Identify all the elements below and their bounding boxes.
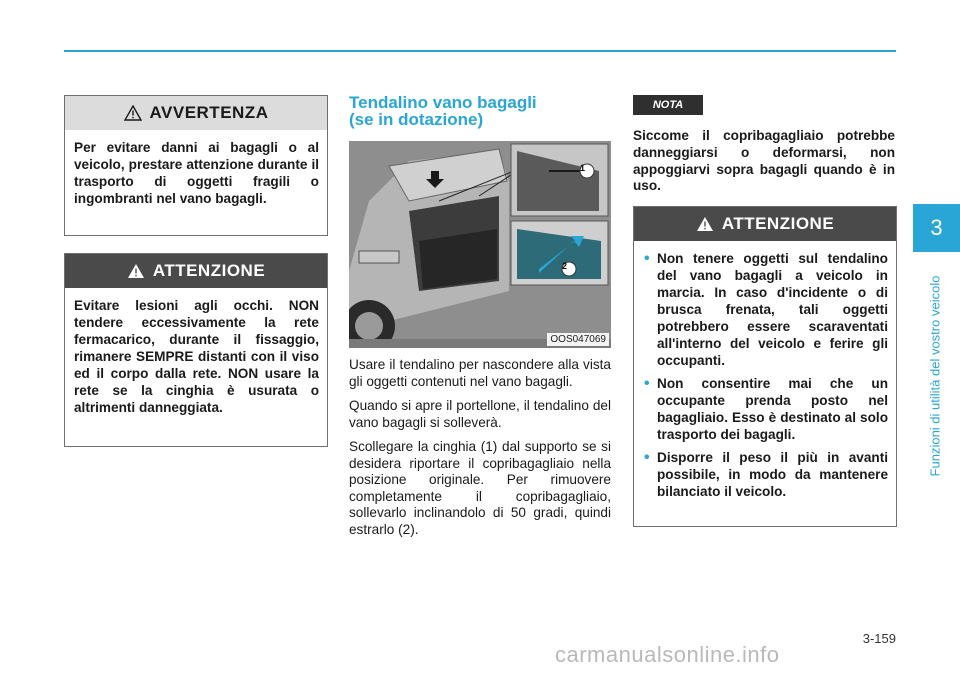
top-rule: [64, 50, 896, 52]
figure-callout-1: 1: [580, 163, 586, 173]
body-paragraph: Quando si apre il portellone, il tendalino del vano bagagli si solleverà.: [349, 398, 611, 430]
caution-box-left-text: Evitare lesioni agli occhi. NON tendere eccessivamente la rete fermacarico, durante il fissaggio, rimanere SEMPRE distanti con il viso ed il corpo dalla rete. NON usare la rete se la cinghia è usurata o altrimenti danneggiata.: [74, 298, 319, 415]
caution-box-right: [633, 206, 897, 527]
chapter-title-sidebar: [922, 258, 948, 494]
caution-box-right-header: [634, 207, 896, 241]
warning-box-text: Per evitare danni ai bagagli o al veicolo, prestare attenzione durante il trasporto di oggetti fragili o ingombranti nel vano bagagli.: [74, 140, 319, 206]
chapter-title: Funzioni di utilità del vostro veicolo: [927, 275, 943, 477]
warning-box: [64, 95, 328, 236]
section-title-line-1: Tendalino vano bagagli: [349, 93, 537, 112]
caution-bullet-list: [643, 250, 888, 500]
figure-callout-2: 2: [562, 261, 568, 271]
warning-triangle-icon: [124, 105, 142, 121]
figure-code: OOS047069: [547, 333, 609, 346]
page-number: 3-159: [862, 631, 896, 646]
caution-bullet: • Non consentire mai che un occupante prenda posto nel bagagliaio. Esso è destinato al solo trasporto dei bagagli.: [643, 375, 888, 443]
warning-triangle-icon: [696, 216, 714, 232]
caution-box-left-header: [65, 254, 327, 288]
nota-text: Siccome il copribagagliaio potrebbe danneggiarsi o deformarsi, non appoggiarvi sopra bagagli quando è in uso.: [633, 128, 895, 194]
body-paragraph: Usare il tendalino per nascondere alla vista gli oggetti contenuti nel vano bagagli.: [349, 357, 611, 389]
warning-triangle-icon: [127, 263, 145, 279]
section-body: [349, 357, 611, 546]
cargo-cover-illustration: [349, 141, 611, 348]
body-paragraph: Scollegare la cinghia (1) dal supporto se si desidera riportare il copribagagliaio nella posizione originale. Per rimuovere completamente il copribagagliaio, sollevarlo inclinandolo di 50 gradi, quindi estrarlo (2).: [349, 439, 611, 537]
nota-badge: NOTA: [633, 95, 703, 115]
caution-box-right-body: [634, 241, 896, 514]
watermark-text: carmanualsonline.info: [555, 642, 780, 667]
section-title: [349, 94, 611, 128]
caution-bullet: • Non tenere oggetti sul tendalino del vano bagagli a veicolo in marcia. In caso d'incidente o di brusca frenata, tali oggetti potrebbero essere scaraventati all'interno del veicolo e ferire gli occupanti.: [643, 250, 888, 369]
caution-bullet: • Disporre il peso il più in avanti possibile, in modo da mantenere bilanciato il veicolo.: [643, 449, 888, 500]
caution-box-right-heading: ATTENZIONE: [721, 214, 835, 233]
warning-box-header: [65, 96, 327, 130]
warning-box-heading: AVVERTENZA: [149, 103, 269, 122]
cargo-cover-figure: [349, 141, 611, 348]
caution-box-left: [64, 253, 328, 447]
caution-box-left-heading: ATTENZIONE: [152, 261, 266, 280]
chapter-number-tab: 3: [913, 204, 960, 252]
section-title-line-2: (se in dotazione): [349, 110, 484, 129]
